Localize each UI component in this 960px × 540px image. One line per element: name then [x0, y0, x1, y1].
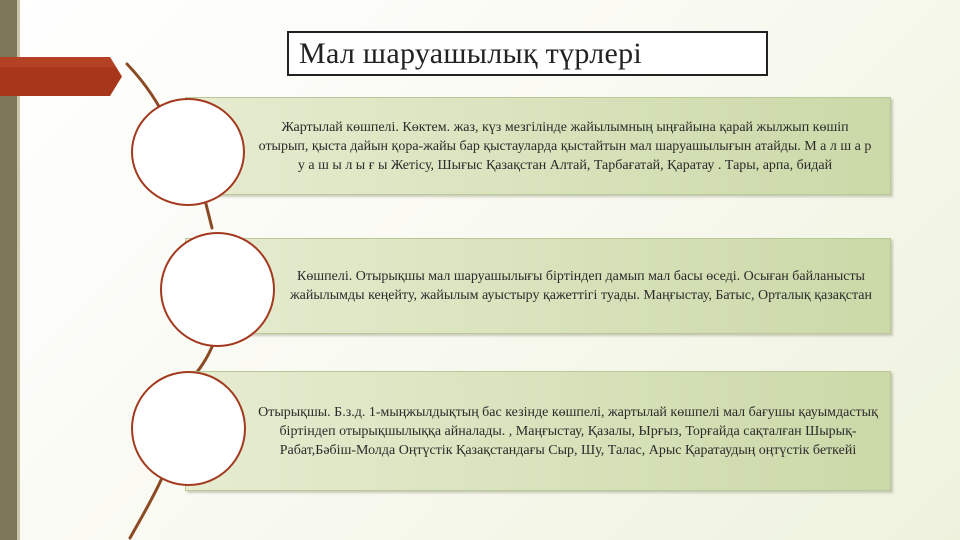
list-item-card	[185, 371, 891, 491]
placeholder-circle	[131, 98, 245, 206]
placeholder-circle	[131, 371, 246, 486]
list-item-text: Отырықшы. Б.з.д. 1-мыңжылдықтың бас кезінде көшпелі, жартылай көшпелі мал бағушы қауымдастық біртіндеп отырықшылыққа айналады. , Маңғыстау, Қазалы, Ырғыз, Торғайда сақталған Шырық-Рабат,Бәбіш-Молда Оңтүстік Қазақстандағы Сыр, Шу, Талас, Арыс Қаратаудың оңтүстік беткейі	[258, 404, 878, 458]
list-item-text: Көшпелі. Отырықшы мал шаруашылығы біртіндеп дамып мал басы өседі. Осыған байланысты жайылымды кеңейту, жайылым ауыстыру қажеттігі туады. Маңғыстау, Батыс, Орталық қазақстан	[290, 269, 872, 303]
placeholder-circle	[160, 232, 275, 347]
list-item-card	[185, 238, 891, 334]
slide-title: Мал шаруашылық түрлері	[299, 36, 643, 70]
list-item-card	[185, 97, 891, 195]
list-item-text: Жартылай көшпелі. Көктем. жаз, күз мезгілінде жайылымның ыңғайына қарай жылжып көшіп отырып, қыста дайын қора-жайы бар қыстауларда қыстайтын мал шаруашылығын атайды. М а л ш а р у а ш ы л ы ғ ы Жетісу, Шығыс Қазақстан Алтай, Тарбағатай, Қаратау . Тары, арпа, бидай	[258, 119, 872, 173]
decorative-red-tab	[0, 57, 122, 96]
slide-title-box	[287, 31, 768, 76]
